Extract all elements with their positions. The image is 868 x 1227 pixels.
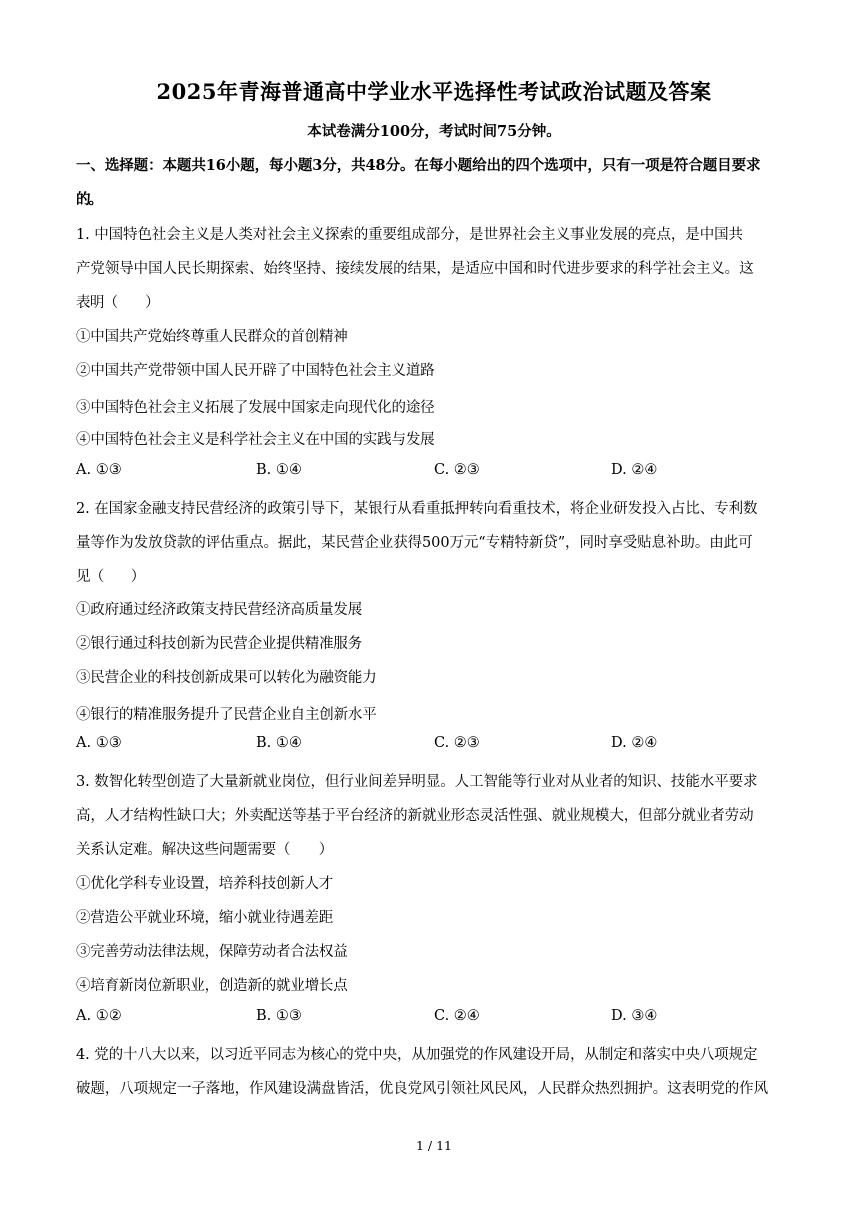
statement-item: ②营造公平就业环境，缩小就业待遇差距: [76, 910, 333, 926]
question-stem-line: 破题，八项规定一子落地，作风建设满盘皆活，优良党风引领社风民风，人民群众热烈拥护。这表明党的作风: [76, 1081, 768, 1097]
question-stem-line: 表明（ ）: [76, 295, 159, 311]
question-stem-line: 4. 党的十八大以来，以习近平同志为核心的党中央，从加强党的作风建设开局，从制定和落实中央八项规定: [76, 1047, 758, 1063]
option-d: D. ②④: [611, 462, 658, 478]
statement-item: ④中国特色社会主义是科学社会主义在中国的实践与发展: [76, 432, 435, 448]
statement-item: ①政府通过经济政策支持民营经济高质量发展: [76, 602, 362, 618]
question-stem-line: 高，人才结构性缺口大；外卖配送等基于平台经济的新就业形态灵活性强、就业规模大，但部分就业者劳动: [76, 808, 754, 824]
option-d: D. ③④: [611, 1008, 658, 1024]
answer-options: [76, 1008, 796, 1032]
document-title: 2025年青海普通高中学业水平选择性考试政治试题及答案: [156, 79, 712, 104]
section-heading-line-1: 一、选择题：本题共16小题，每小题3分，共48分。在每小题给出的四个选项中，只有一项是符合题目要求: [76, 157, 761, 174]
option-b: B. ①④: [256, 462, 302, 478]
question-stem-line: 关系认定难。解决这些问题需要（ ）: [76, 842, 333, 858]
page-number: 1 / 11: [415, 1138, 453, 1153]
exam-info: 本试卷满分100分，考试时间75分钟。: [307, 123, 561, 140]
statement-item: ③中国特色社会主义拓展了发展中国家走向现代化的途径: [76, 400, 435, 416]
statement-item: ③完善劳动法律法规，保障劳动者合法权益: [76, 944, 348, 960]
statement-item: ①优化学科专业设置，培养科技创新人才: [76, 876, 333, 892]
section-heading-line-2: 的。: [76, 191, 101, 208]
statement-item: ④培育新岗位新职业，创造新的就业增长点: [76, 978, 348, 994]
statement-item: ①中国共产党始终尊重人民群众的首创精神: [76, 329, 348, 345]
question-stem-line: 产党领导中国人民长期探索、始终坚持、接续发展的结果，是适应中国和时代进步要求的科学社会主义。这: [76, 261, 754, 277]
question-stem-line: 3. 数智化转型创造了大量新就业岗位，但行业间差异明显。人工智能等行业对从业者的知识、技能水平要求: [76, 774, 758, 790]
statement-item: ④银行的精准服务提升了民营企业自主创新水平: [76, 707, 377, 723]
question-stem-line: 量等作为发放贷款的评估重点。据此，某民营企业获得500万元“专精特新贷”，同时享受贴息补助。由此可: [76, 535, 753, 551]
option-b: B. ①④: [256, 735, 302, 751]
statement-item: ③民营企业的科技创新成果可以转化为融资能力: [76, 670, 377, 686]
question-stem-line: 1. 中国特色社会主义是人类对社会主义探索的重要组成部分，是世界社会主义事业发展的亮点，是中国共: [76, 227, 743, 243]
question-stem-line: 见（ ）: [76, 569, 145, 585]
statement-item: ②中国共产党带领中国人民开辟了中国特色社会主义道路: [76, 363, 435, 379]
statement-item: ②银行通过科技创新为民营企业提供精准服务: [76, 636, 362, 652]
option-b: B. ①③: [256, 1008, 302, 1024]
option-a: A. ①③: [76, 735, 122, 751]
answer-options: [76, 462, 796, 486]
option-a: A. ①②: [76, 1008, 122, 1024]
question-stem-line: 2. 在国家金融支持民营经济的政策引导下，某银行从看重抵押转向看重技术，将企业研发投入占比、专利数: [76, 501, 758, 517]
option-a: A. ①③: [76, 462, 122, 478]
option-d: D. ②④: [611, 735, 658, 751]
option-c: C. ②③: [434, 735, 480, 751]
answer-options: [76, 735, 796, 759]
option-c: C. ②④: [434, 1008, 480, 1024]
option-c: C. ②③: [434, 462, 480, 478]
